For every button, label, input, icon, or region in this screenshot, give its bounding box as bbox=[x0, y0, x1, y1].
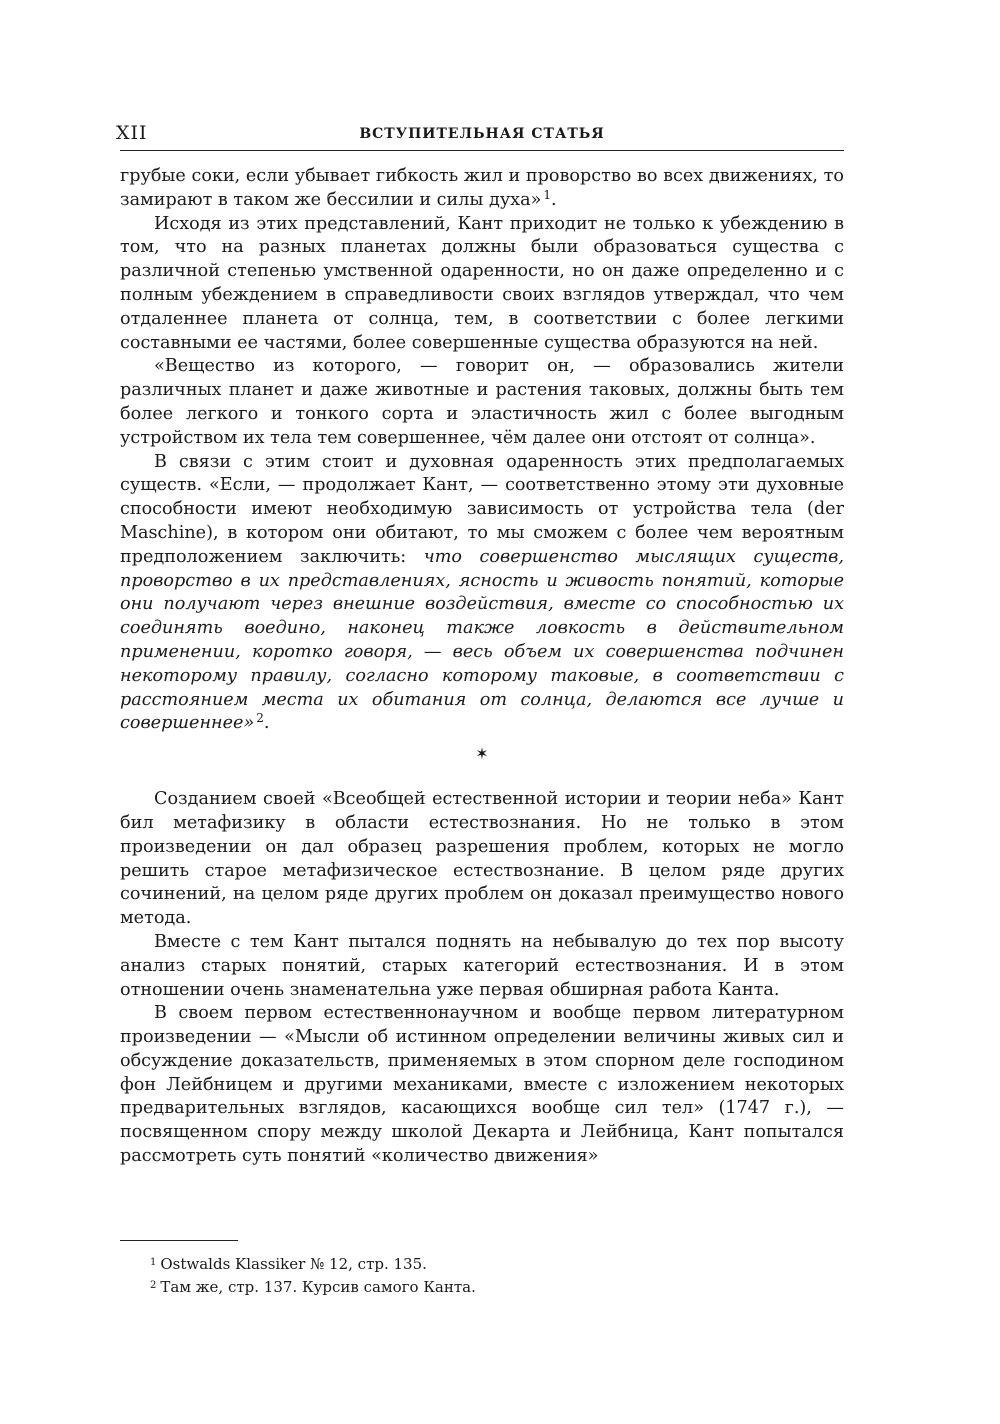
footnote-divider bbox=[120, 1240, 238, 1241]
paragraph-4 bbox=[120, 451, 844, 737]
paragraph-1-end: . bbox=[551, 189, 557, 210]
footnotes bbox=[150, 1252, 840, 1298]
paragraph-5: Созданием своей «Всеобщей естественной истории и теории неба» Кант бил метафизику в области естествознания. Но не только в этом произведении он дал образец разрешения проблем, которых не могло решить старое метафизическое естествознание. В целом ряде других сочинений, на целом ряде других проблем он доказал преимущество нового метода. bbox=[120, 789, 844, 929]
footnote-ref-2: 2 bbox=[256, 711, 264, 726]
section-divider-star-icon: ✶ bbox=[475, 744, 489, 764]
paragraph-3: «Вещество из которого, — говорит он, — образовались жители различных планет и даже животные и растения таковых, должны быть тем более легкого и тонкого сорта и эластичность жил с более выгодным устройством их тела тем совершеннее, чём далее они отстоят от солнца». bbox=[120, 356, 844, 448]
footnote-2-text: Там же, стр. 137. Курсив самого Канта. bbox=[160, 1278, 476, 1296]
page bbox=[116, 122, 844, 1169]
footnote-2-mark: 2 bbox=[150, 1280, 157, 1291]
footnote-1-mark: 1 bbox=[150, 1257, 157, 1268]
paragraph-4-end: . bbox=[263, 713, 270, 734]
paragraph-2: Исходя из этих представлений, Кант приходит не только к убеждению в том, что на разных планетах должны были образоваться существа с различной степенью умственной одаренности, но он даже определенно и с полным убеждением в справедливости своих взглядов утверждал, что чем отдаленнее планета от солнца, тем, в соответствии с более легкими составными ее частями, более совершенные существа образуются на ней. bbox=[120, 213, 844, 353]
paragraph-6: Вместе с тем Кант пытался поднять на небывалую до тех пор высоту анализ старых понятий, старых категорий естествознания. И в этом отношении очень знаменательна уже первая обширная работа Канта. bbox=[120, 931, 844, 1000]
running-head bbox=[116, 122, 844, 151]
paragraph-4-text: В связи с этим стоит и духовная одаренность этих предполагаемых существ. «Если, — продолжает Кант, — соответственно этому эти духовные способности имеют необходимую зависимость от устройства тела (der Maschine), в котором они обитают, то мы сможем с более чем вероятным предположением заключить: bbox=[120, 451, 844, 567]
footnote-1-text: Ostwalds Klassiker № 12, стр. 135. bbox=[160, 1255, 427, 1273]
footnote-2 bbox=[150, 1275, 840, 1298]
page-number: XII bbox=[116, 122, 148, 144]
paragraph-4-italic-quote: что совершенство мыслящих существ, проворство в их представлениях, ясность и живость понятий, которые они получают через внешние воздействия, вместе со способностью их соединять воедино, наконец также ловкость в действительном применении, коротко говоря, — весь объем их совершенства подчинен некоторому правилу, согласно которому таковые, в соответствии с расстоянием места их обитания от солнца, делаются все лучше и совершеннее» bbox=[120, 546, 844, 734]
body-text bbox=[120, 165, 844, 1169]
paragraph-1-text: грубые соки, если убывает гибкость жил и проворство во всех движениях, то замирают в таком же бессилии и силы духа» bbox=[120, 166, 844, 210]
footnote-1 bbox=[150, 1252, 840, 1275]
paragraph-1 bbox=[120, 165, 844, 213]
running-title: ВСТУПИТЕЛЬНАЯ СТАТЬЯ bbox=[359, 126, 605, 142]
paragraph-7: В своем первом естественнонаучном и вообще первом литературном произведении — «Мысли об истинном определении величины живых сил и обсуждение доказательств, применяемых в этом спорном деле господином фон Лейбницем и другими механиками, вместе с изложением некоторых предварительных взглядов, касающихся вообще сил тел» (1747 г.), — посвященном спору между школой Декарта и Лейбница, Кант попытался рассмотреть суть понятий «количество движения» bbox=[120, 1003, 844, 1167]
footnote-ref-1: 1 bbox=[543, 187, 551, 202]
